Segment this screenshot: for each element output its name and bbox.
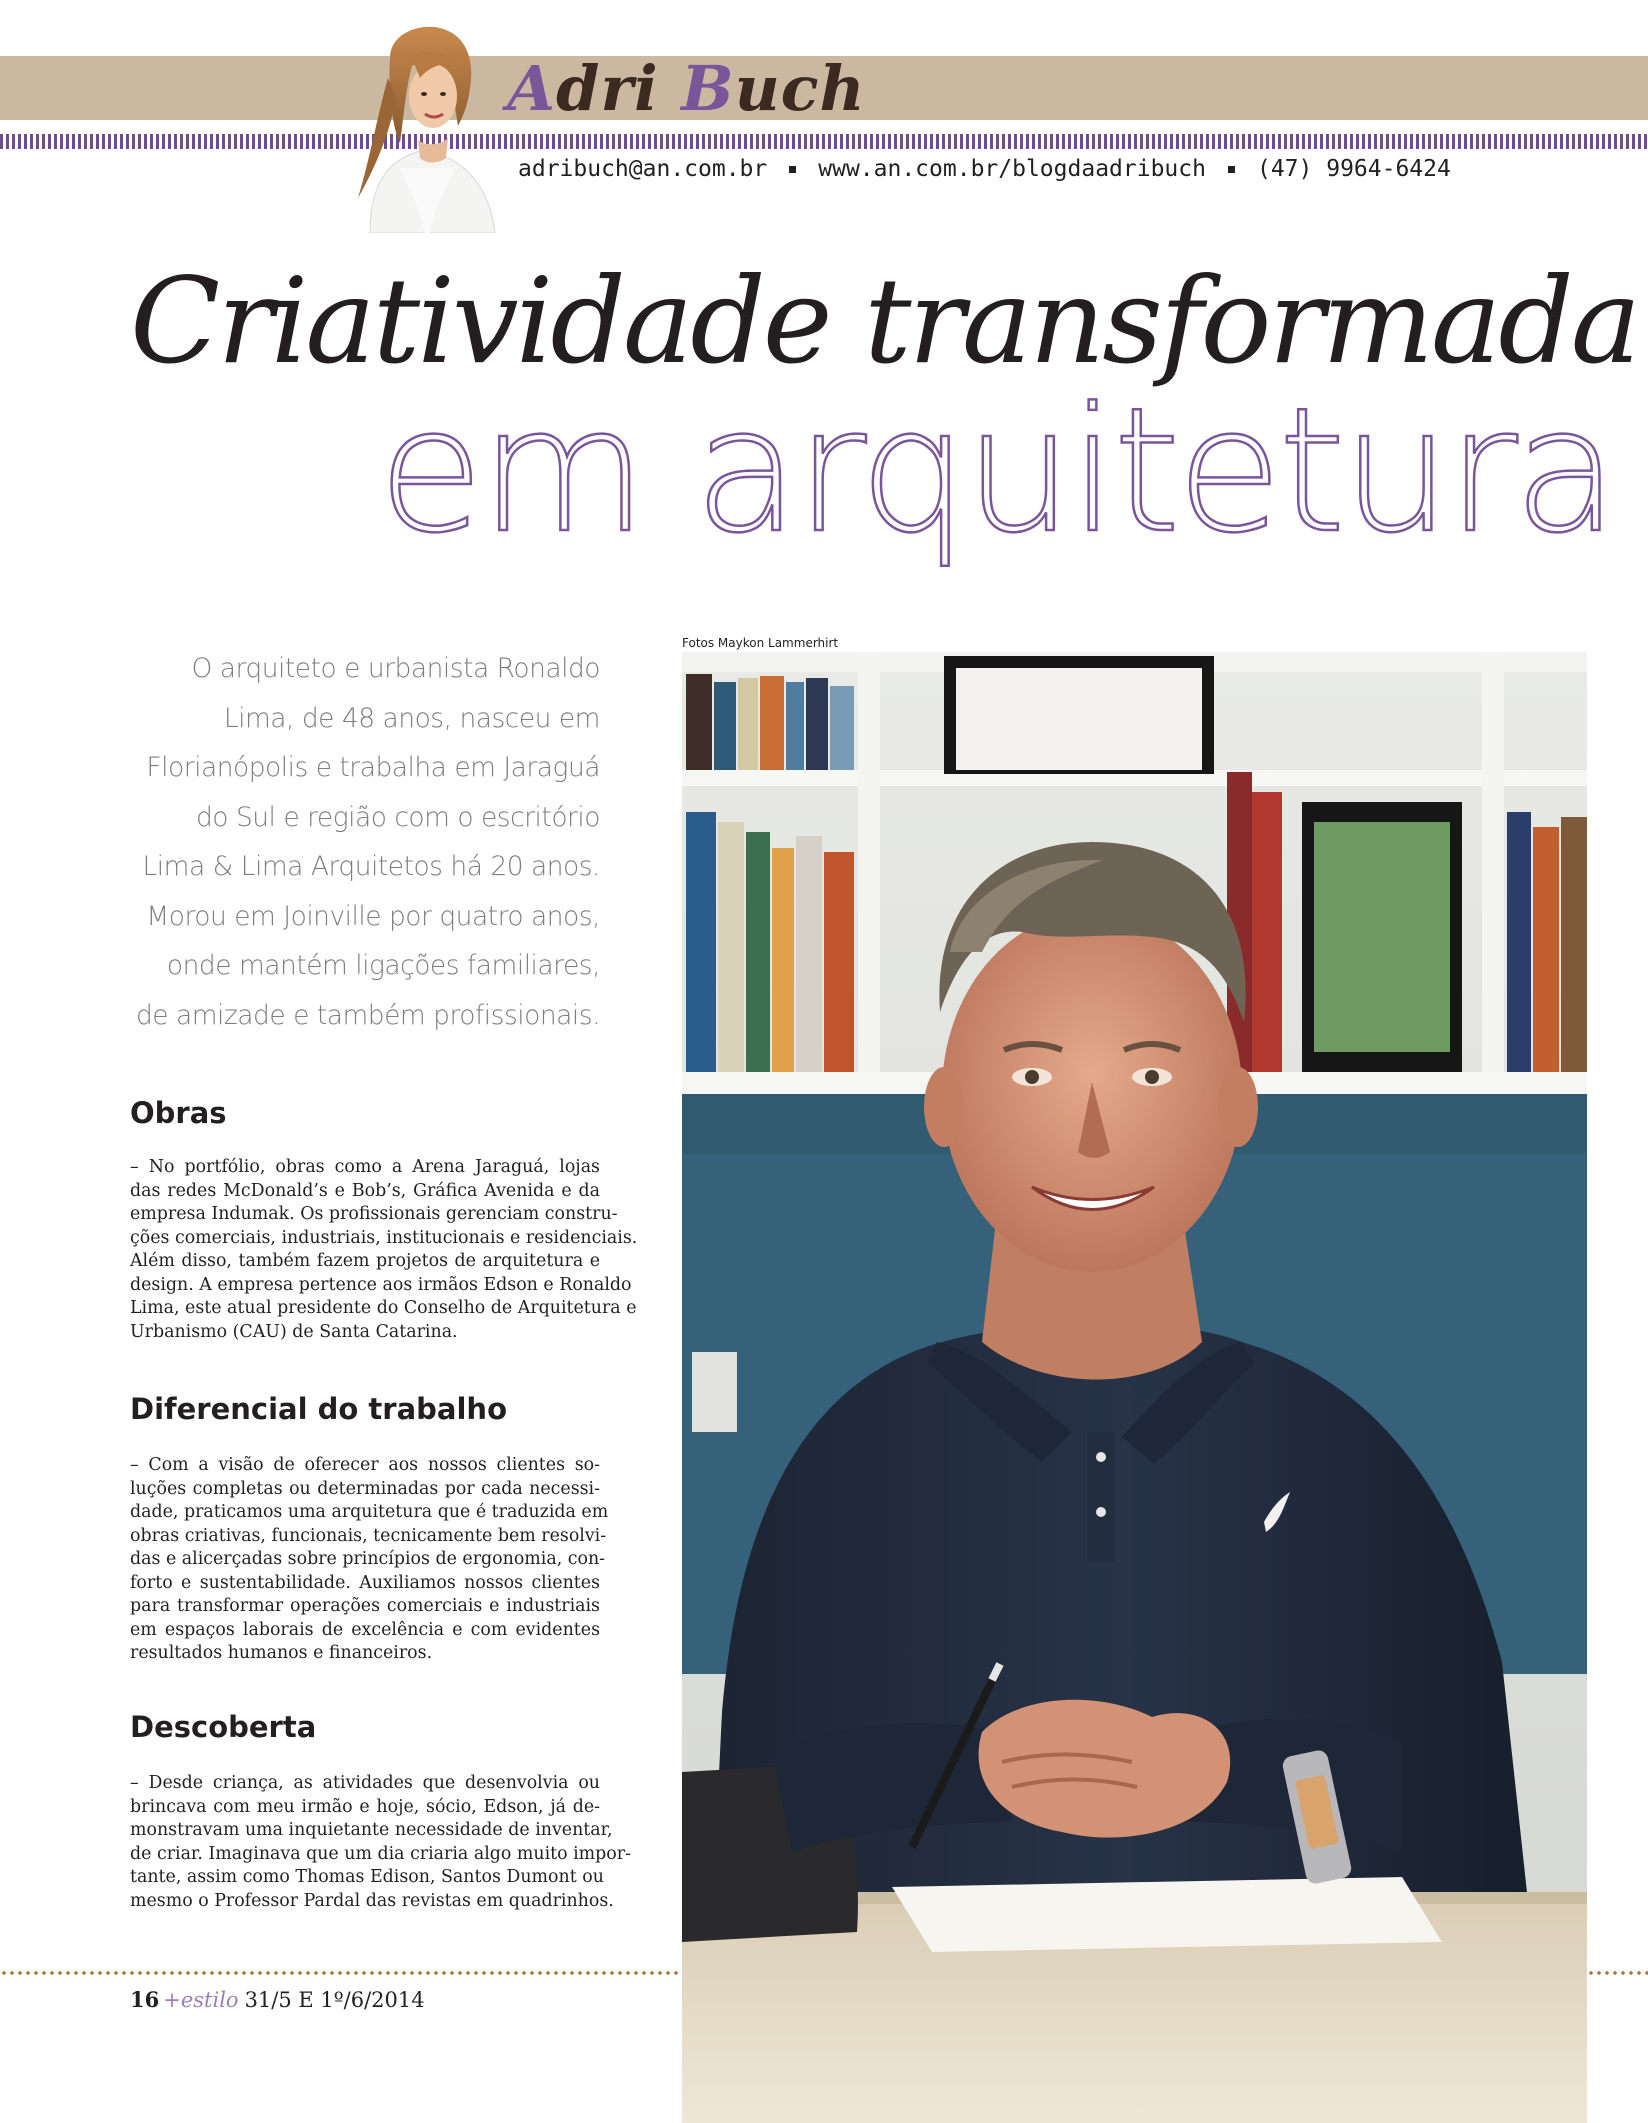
contact-email[interactable]: adribuch@an.com.br [518,156,768,182]
text-line: para transformar operações comerciais e industriais [130,1596,600,1616]
text-line: empresa Indumak. Os profissionais gerenciam constru- [130,1204,618,1224]
columnist-last-rest: uch [734,52,866,125]
columnist-last-initial: B [681,52,735,125]
section-body-descoberta [130,1772,631,1913]
text-line: mesmo o Professor Pardal das revistas em quadrinhos. [130,1890,614,1911]
text-line: design. A empresa pertence aos irmãos Edson e Ronaldo [130,1274,632,1295]
headline-line-2: em arquitetura [378,370,1615,571]
headline-line-1: Criatividade transformada [130,252,1639,390]
text-line: – No portfólio, obras como a Arena Jaraguá, lojas [130,1157,600,1177]
text-line: – Com a visão de oferecer aos nossos clientes so- [130,1455,600,1475]
contact-website[interactable]: www.an.com.br/blogdaadribuch [818,156,1206,182]
page-footer [130,1987,425,2012]
section-title-descoberta: Descoberta [130,1710,317,1744]
text-line: forto e sustentabilidade. Auxiliamos nossos clientes [130,1572,600,1593]
columnist-first-rest: dri [556,52,659,125]
text-line: luções completas ou determinadas por cada necessi- [130,1478,600,1499]
contact-line [518,156,1451,182]
text-line: ções comerciais, industriais, institucionais e residenciais. [130,1227,638,1248]
text-line: tante, assim como Thomas Edison, Santos Dumont ou [130,1867,604,1887]
text-line: Lima, este atual presidente do Conselho de Arquitetura e [130,1298,637,1318]
columnist-first-initial: A [507,52,557,125]
text-line: resultados humanos e financeiros. [130,1643,433,1663]
text-line: dade, praticamos uma arquitetura que é traduzida em [130,1502,609,1522]
contact-phone: (47) 9964-6424 [1256,156,1451,182]
footer-dotted-rule [0,1970,682,1976]
section-body-diferencial [130,1454,609,1666]
columnist-portrait [330,18,520,233]
main-photo-architect [682,652,1587,2123]
separator-square-icon [789,166,796,173]
section-title-obras: Obras [130,1096,227,1130]
text-line: obras criativas, funcionais, tecnicamente bem resolvi- [130,1525,607,1546]
text-line: Além disso, também fazem projetos de arquitetura e [130,1251,600,1271]
header-tick-rule [0,134,1648,149]
intro-paragraph: O arquiteto e urbanista Ronaldo Lima, de 48 anos, nasceu em Florianópolis e trabalha em Jaraguá do Sul e região com o escritório Lima & Lima Arquitetos há 20 anos. Morou em Joinville por quatro anos, onde mantém ligações familiares, de amizade e também profissionais. [135,653,600,1031]
columnist-name [507,52,866,125]
architect-photo-illustration [682,652,1587,2123]
text-line: das redes McDonald’s e Bob’s, Gráfica Avenida e da [130,1180,600,1201]
footer-dotted-rule-right [1587,1970,1648,1976]
text-line: Urbanismo (CAU) de Santa Catarina. [130,1321,458,1342]
text-line: de criar. Imaginava que um dia criaria algo muito impor- [130,1843,631,1864]
text-line: brincava com meu irmão e hoje, sócio, Edson, já de- [130,1796,600,1817]
page-number: 16 [130,1987,160,2012]
issue-date: 31/5 E 1º/6/2014 [244,1988,425,2012]
text-line: monstravam uma inquietante necessidade de inventar, [130,1820,613,1840]
text-line: – Desde criança, as atividades que desenvolvia ou [130,1773,600,1793]
text-line: em espaços laborais de excelência e com evidentes [130,1619,600,1640]
text-line: das e alicerçadas sobre princípios de ergonomia, con- [130,1549,606,1569]
section-body-obras [130,1156,638,1344]
photo-credit: Fotos Maykon Lammerhirt [682,636,839,650]
separator-square-icon [1228,166,1235,173]
publication-brand: +estilo [163,1988,239,2012]
section-title-diferencial: Diferencial do trabalho [130,1392,507,1426]
